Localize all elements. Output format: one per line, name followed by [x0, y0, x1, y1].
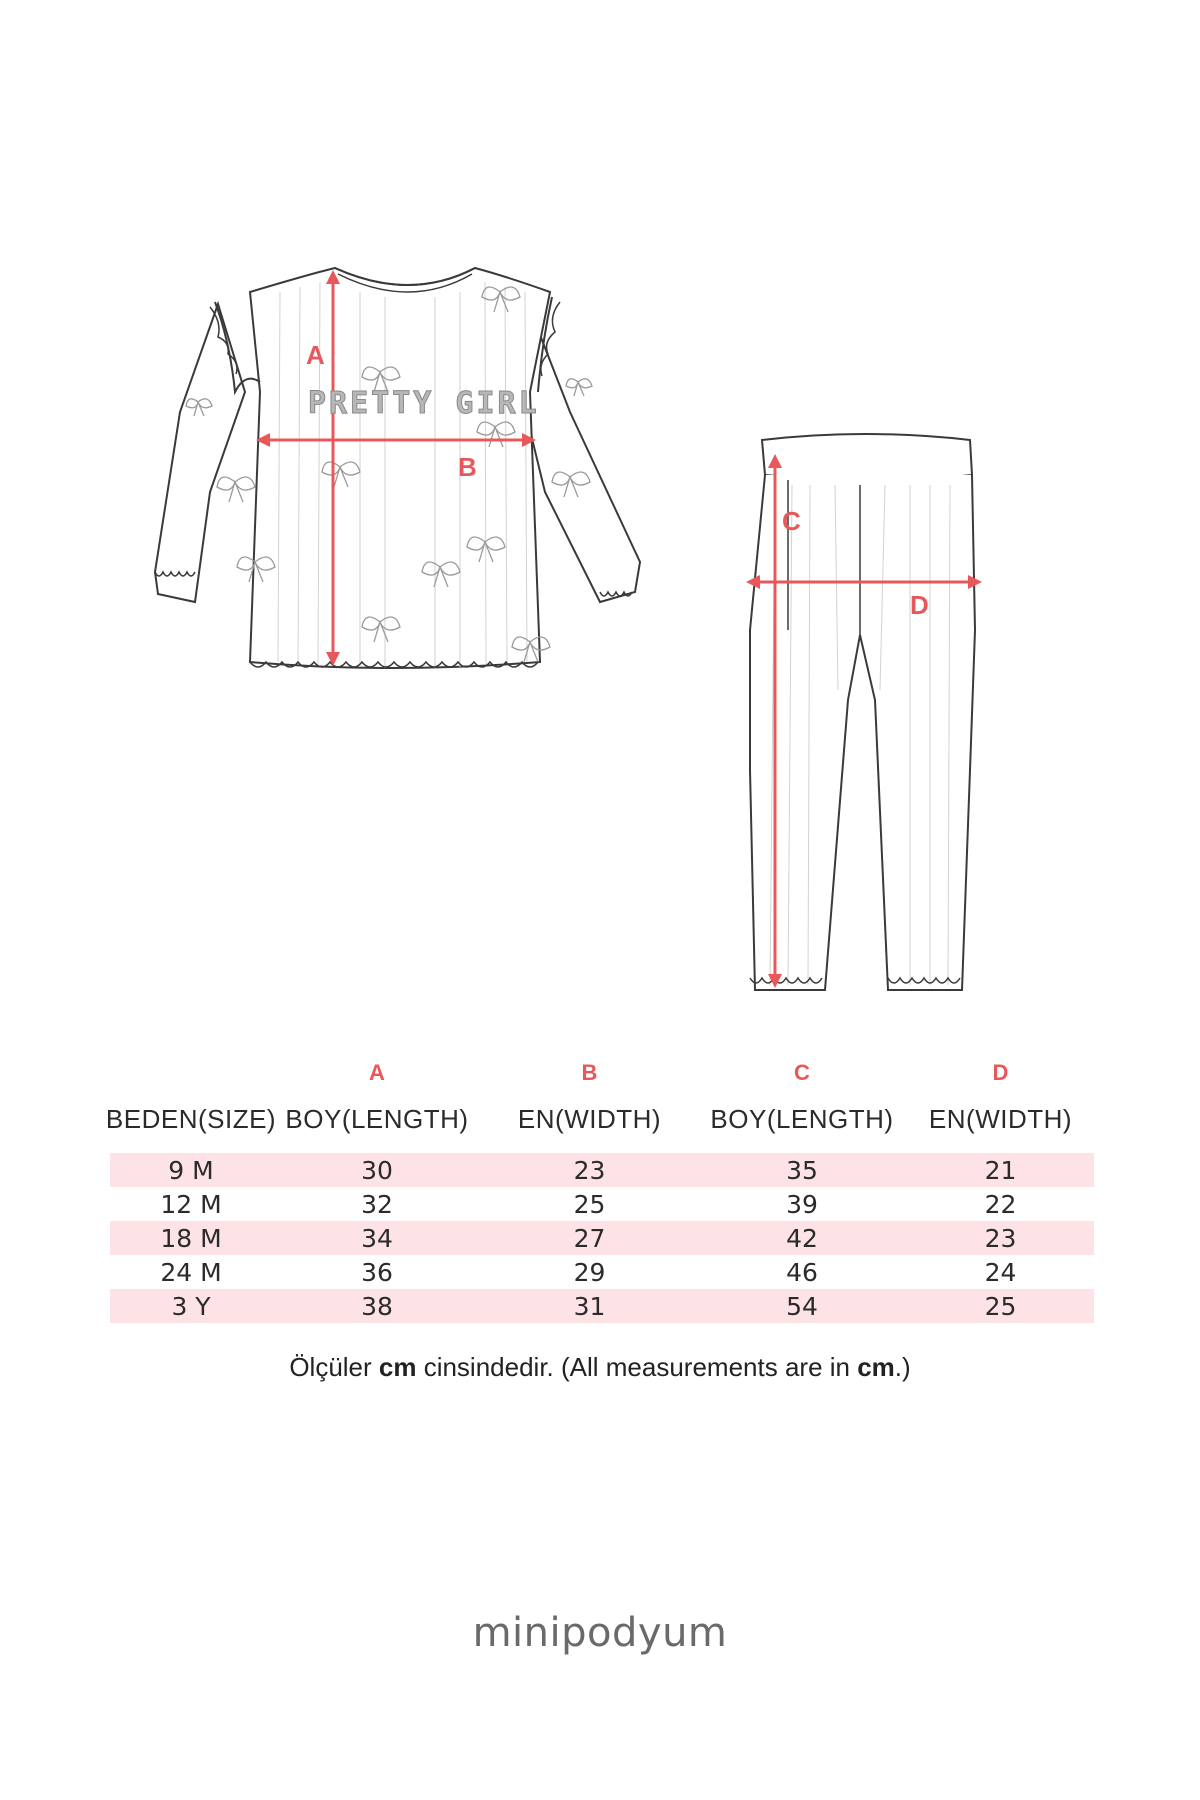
- column-header: EN(WIDTH): [928, 1103, 1073, 1134]
- value-cell: 22: [984, 1189, 1017, 1219]
- value-cell: 54: [786, 1291, 818, 1321]
- label-b: B: [458, 452, 477, 482]
- size-cell: 18 M: [160, 1223, 222, 1253]
- column-letter: B: [581, 1060, 598, 1085]
- value-cell: 24: [984, 1257, 1017, 1287]
- value-cell: 30: [361, 1155, 393, 1185]
- value-cell: 25: [984, 1291, 1017, 1321]
- column-header: EN(WIDTH): [517, 1103, 662, 1134]
- table-row: [110, 1153, 1094, 1187]
- column-letter: A: [369, 1060, 385, 1085]
- value-cell: 34: [361, 1223, 393, 1253]
- label-a: A: [306, 340, 325, 370]
- value-cell: 27: [573, 1223, 606, 1253]
- table-row: [110, 1255, 1094, 1289]
- column-letter-row: [110, 1055, 1094, 1091]
- label-c: C: [782, 506, 801, 536]
- left-sleeve: [155, 304, 245, 602]
- value-cell: 36: [361, 1257, 393, 1287]
- value-cell: 35: [786, 1155, 818, 1185]
- pants-svg: [730, 430, 1000, 1010]
- value-cell: 42: [786, 1223, 818, 1253]
- note-unit: cm: [378, 1352, 417, 1382]
- right-sleeve: [528, 304, 640, 602]
- size-cell: 3 Y: [171, 1291, 211, 1321]
- column-letter: [110, 1055, 272, 1091]
- label-d: D: [910, 590, 929, 620]
- value-cell: 46: [786, 1257, 818, 1287]
- size-cell: 9 M: [168, 1155, 214, 1185]
- brand-logo: minipodyum: [472, 1610, 728, 1656]
- note-text: .): [894, 1352, 911, 1382]
- pants-body: [750, 475, 975, 990]
- column-header-row: [105, 1097, 1094, 1141]
- value-cell: 23: [984, 1223, 1017, 1253]
- column-letter: C: [794, 1060, 810, 1085]
- pants-waistband: [762, 434, 972, 480]
- value-cell: 39: [786, 1189, 818, 1219]
- top-garment-drawing: [150, 262, 650, 682]
- column-header: BOY(LENGTH): [285, 1103, 469, 1134]
- measurement-note: [0, 1352, 1200, 1383]
- value-cell: 38: [361, 1291, 393, 1321]
- value-cell: 32: [361, 1189, 393, 1219]
- size-cell: 12 M: [160, 1189, 222, 1219]
- value-cell: 29: [573, 1257, 606, 1287]
- value-cell: 25: [573, 1189, 606, 1219]
- top-garment-svg: [150, 262, 650, 682]
- value-cell: 23: [573, 1155, 606, 1185]
- value-cell: 21: [984, 1155, 1017, 1185]
- note-unit: cm: [857, 1352, 895, 1382]
- value-cell: 31: [573, 1291, 606, 1321]
- column-header: BEDEN(SIZE): [105, 1103, 277, 1134]
- table-row: [110, 1187, 1094, 1221]
- note-text: Ölçüler: [289, 1352, 379, 1382]
- note-text: cinsindedir. (All measurements are in: [416, 1352, 858, 1382]
- column-header: BOY(LENGTH): [710, 1103, 894, 1134]
- size-cell: 24 M: [160, 1257, 222, 1287]
- pants-drawing: [730, 430, 1000, 1010]
- column-letter: D: [992, 1060, 1009, 1085]
- print-text: PRETTY GIRL: [308, 386, 540, 421]
- table-row: [110, 1289, 1094, 1323]
- table-row: [110, 1221, 1094, 1255]
